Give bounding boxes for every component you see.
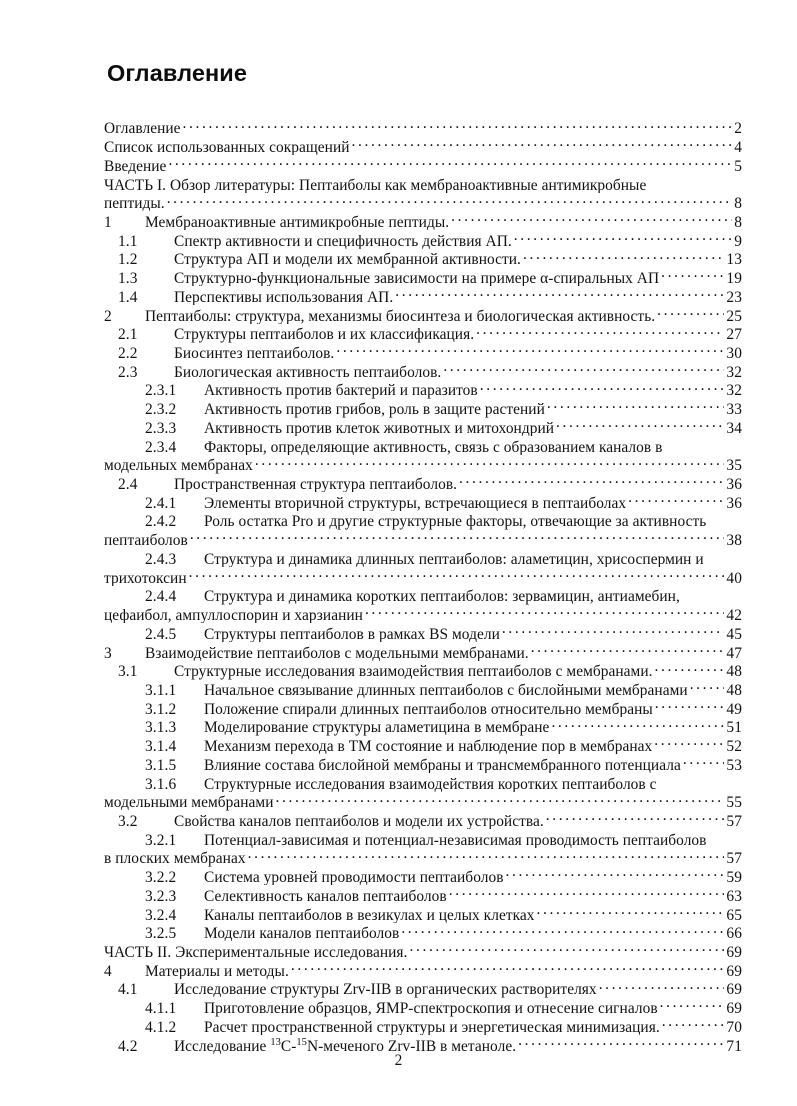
toc-entry-label: Исследование структуры Zrv-IIB в органических растворителях [174, 981, 597, 998]
toc-entry[interactable] [104, 324, 742, 343]
toc-entry[interactable] [104, 230, 742, 249]
toc-dot-leader [547, 399, 725, 414]
toc-page-number: 2 [734, 120, 742, 137]
toc-entry-label: трихотоксин [104, 569, 187, 586]
toc-dot-leader [662, 1017, 725, 1032]
toc-entry-number: 2.4.3 [145, 550, 177, 568]
toc-entry[interactable] [104, 549, 742, 586]
toc-entry-line[interactable] [104, 249, 742, 268]
toc-entry-number: 1.1 [118, 232, 138, 250]
toc-page-number: 35 [726, 457, 742, 474]
toc-entry-number: 4.1.2 [145, 1018, 177, 1036]
toc-entry-label: Расчет пространственной структуры и энергетическая минимизация. [204, 1018, 660, 1036]
toc-entry-label: Структуры пептаиболов в рамках BS модели [204, 625, 500, 643]
toc-entry-label: Перспективы использования АП. [174, 288, 394, 306]
toc-page-number: 57 [726, 850, 742, 867]
toc-dot-leader [352, 137, 733, 152]
toc-entry-label: Положение спирали длинных пептаиболов относительно мембраны [204, 700, 653, 717]
toc-page-number: 40 [726, 569, 742, 586]
toc-entry[interactable] [104, 1017, 742, 1036]
toc-entry-number: 1.3 [118, 270, 138, 287]
toc-dot-leader [168, 155, 732, 170]
toc-entry-label: Структура АП и модели их мембранной активности. [174, 251, 521, 268]
toc-entry-label: Список использованных сокращений [104, 139, 350, 156]
toc-entry[interactable] [104, 642, 742, 661]
toc-entry-label: Биосинтез пептаиболов. [174, 345, 335, 362]
toc-entry-label: Роль остатка Pro и другие структурные факторы, отвечающие за активность [204, 513, 707, 530]
toc-page-number: 8 [734, 213, 742, 231]
toc-dot-leader [480, 380, 725, 395]
toc-entry[interactable] [104, 698, 742, 717]
toc-entry-line[interactable] [104, 418, 742, 437]
toc-entry-label: Факторы, определяющие активность, связь с образованием каналов в [204, 438, 663, 455]
toc-dot-leader [276, 792, 725, 807]
toc-page-number: 69 [726, 1000, 742, 1017]
toc-entry-label: Система уровней проводимости пептаиболов [204, 869, 504, 886]
toc-entry[interactable] [104, 885, 742, 904]
toc-page-number: 9 [734, 232, 742, 250]
toc-entry[interactable] [104, 942, 742, 961]
toc-entry-number: 4.1.1 [145, 1000, 177, 1017]
toc-entry-wrap-line[interactable] [104, 567, 742, 586]
toc-entry-label: Оглавление [104, 120, 181, 137]
toc-entry-line[interactable] [104, 305, 742, 324]
toc-dot-leader [167, 193, 733, 208]
toc-entry[interactable] [104, 736, 742, 755]
toc-page-number: 42 [726, 607, 742, 624]
toc-dot-leader [661, 268, 724, 283]
toc-entry-line[interactable] [104, 361, 742, 380]
toc-dot-leader [664, 436, 732, 451]
toc-entry-number: 3.2 [118, 812, 138, 830]
toc-entry[interactable] [104, 155, 742, 174]
toc-dot-leader [546, 811, 725, 826]
toc-page-number: 4 [734, 139, 742, 156]
toc-page-number: 52 [726, 738, 742, 755]
toc-entry-label: ЧАСТЬ II. Экспериментальные исследования. [104, 944, 408, 961]
toc-entry-label: Структурно-функциональные зависимости на примере α-спиральных АП [174, 270, 660, 287]
toc-dot-leader [502, 623, 725, 638]
page-number-footer: 2 [394, 1052, 403, 1069]
toc-page-number: 71 [726, 1037, 742, 1054]
toc-entry[interactable] [104, 586, 742, 623]
toc-entry-wrap-line[interactable] [104, 848, 742, 867]
toc-entry-label: Активность против грибов, роль в защите растений [204, 401, 545, 418]
toc-entry-number: 2.4 [118, 476, 138, 493]
toc-dot-leader [336, 343, 724, 358]
toc-dot-leader [190, 530, 725, 545]
toc-dot-leader [683, 754, 725, 769]
toc-entry[interactable] [104, 717, 742, 736]
toc-page-number: 8 [734, 195, 742, 212]
toc-entry[interactable] [104, 754, 742, 773]
toc-entry-label: Каналы пептаиболов в везикулах и целых клетках [204, 906, 535, 923]
toc-dot-leader [551, 717, 724, 732]
toc-entry-line[interactable] [104, 230, 742, 249]
toc-dot-leader [189, 567, 725, 582]
toc-entry-line[interactable] [104, 680, 742, 699]
toc-entry[interactable] [104, 268, 742, 287]
toc-dot-leader [255, 455, 725, 470]
toc-entry-line[interactable] [104, 474, 742, 493]
toc-entry-number: 3.1.1 [145, 681, 177, 699]
toc-entry-line[interactable] [104, 137, 742, 156]
toc-dot-leader [709, 829, 733, 844]
toc-dot-leader [706, 549, 733, 564]
toc-page-number: 33 [726, 401, 742, 418]
toc-entry[interactable] [104, 661, 742, 680]
toc-entry-number: 2.4.2 [145, 513, 177, 530]
toc-entry-label: Введение [104, 157, 167, 175]
toc-entry-label: Активность против клеток животных и митохондрий [204, 419, 555, 437]
toc-page-number: 5 [734, 157, 742, 175]
toc-page-number: 69 [726, 944, 742, 961]
toc-entry-line[interactable] [104, 867, 742, 886]
toc-entry-wrap-line[interactable] [104, 792, 742, 811]
toc-entry[interactable] [104, 979, 742, 998]
toc-entry[interactable] [104, 998, 742, 1017]
toc-entry-line[interactable] [104, 642, 742, 661]
toc-entry-label: пептиды. [104, 195, 165, 212]
toc-entry-label: модельными мембранами [104, 794, 274, 811]
toc-entry-number: 3.1.4 [145, 738, 177, 755]
toc-entry-label: Биологическая активность пептаиболов. [174, 363, 442, 381]
toc-entry-line[interactable] [104, 586, 742, 605]
toc-dot-leader [291, 960, 725, 975]
toc-entry-label: Материалы и методы. [145, 962, 289, 980]
toc-entry-line[interactable] [104, 960, 742, 979]
toc-page-number: 13 [726, 251, 742, 268]
toc-entry-label: Моделирование структуры аламетицина в мембране [204, 719, 550, 736]
toc-entry-wrap-line[interactable] [104, 455, 742, 474]
toc-dot-leader [599, 979, 725, 994]
toc-entry-line[interactable] [104, 324, 742, 343]
toc-page-number: 59 [726, 869, 742, 886]
toc-page-number: 36 [726, 476, 742, 493]
toc-entry[interactable] [104, 773, 742, 810]
toc-entry[interactable] [104, 361, 742, 380]
toc-entry-line[interactable] [104, 155, 742, 174]
toc-entry-line[interactable] [104, 118, 742, 137]
toc-entry-line[interactable] [104, 399, 742, 418]
toc-entry-number: 1.4 [118, 288, 138, 306]
toc-entry-label: Свойства каналов пептаиболов и модели их устройства. [174, 812, 544, 830]
toc-entry-label: Структура и динамика длинных пептаиболов: аламетицин, хрисоспермин и [204, 550, 704, 568]
toc-page-number: 30 [726, 345, 742, 362]
toc-entry[interactable] [104, 418, 742, 437]
toc-entry-label: Механизм перехода в ТМ состояние и наблюдение пор в мембранах [204, 738, 653, 755]
toc-entry-wrap-line[interactable] [104, 530, 742, 549]
toc-page-number: 69 [726, 962, 742, 980]
toc-page-number: 70 [726, 1018, 742, 1036]
toc-entry-line[interactable] [104, 549, 742, 568]
toc-entry-number: 4.1 [118, 981, 138, 998]
toc-entry-label: Потенциал-зависимая и потенциал-независимая проводимость пептаиболов [204, 831, 707, 849]
toc-entry[interactable] [104, 474, 742, 493]
toc-entry-line[interactable] [104, 885, 742, 904]
toc-entry[interactable] [104, 829, 742, 866]
toc-entry[interactable] [104, 305, 742, 324]
toc-page-number: 25 [726, 307, 742, 324]
toc-page-number: 34 [726, 419, 742, 437]
toc-entry-number: 2.3.4 [145, 438, 177, 455]
toc-dot-leader [183, 118, 733, 133]
toc-entry-number: 2.4.5 [145, 625, 177, 643]
toc-dot-leader [628, 492, 724, 507]
toc-entry-label: Структурные исследования взаимодействия пептаиболов с мембранами. [174, 663, 653, 680]
toc-entry[interactable] [104, 436, 742, 473]
toc-entry-number: 1.2 [118, 251, 138, 268]
toc-entry-label: в плоских мембранах [104, 850, 246, 867]
toc-page-number: 51 [726, 719, 742, 736]
toc-entry[interactable] [104, 960, 742, 979]
toc-entry-label: Модели каналов пептаиболов [204, 925, 400, 942]
toc-entry[interactable] [104, 399, 742, 418]
toc-entry-label: Влияние состава бислойной мембраны и трансмембранного потенциала [204, 756, 681, 774]
toc-dot-leader [476, 324, 724, 339]
toc-dot-leader [518, 1035, 724, 1050]
toc-dot-leader [409, 942, 724, 957]
toc-page-number: 66 [726, 925, 742, 942]
toc-entry[interactable] [104, 811, 742, 830]
toc-entry-number: 3.1.3 [145, 719, 177, 736]
toc-entry-line[interactable] [104, 436, 742, 455]
toc-page-number: 48 [726, 681, 742, 699]
toc-dot-leader [648, 174, 732, 189]
toc-page-number: 36 [726, 494, 742, 512]
toc-entry-line[interactable] [104, 979, 742, 998]
toc-entry-line[interactable] [104, 829, 742, 848]
toc-dot-leader [395, 286, 724, 301]
toc-dot-leader [660, 998, 725, 1013]
toc-entry-label: Пептаиболы: структура, механизмы биосинтеза и биологическая активность. [145, 307, 656, 324]
toc-entry-label: Пространственная структура пептаиболов. [174, 476, 458, 493]
toc-entry-line[interactable] [104, 212, 742, 231]
toc-entry-line[interactable] [104, 754, 742, 773]
toc-entry[interactable] [104, 137, 742, 156]
toc-dot-leader [506, 867, 725, 882]
toc-entry[interactable] [104, 380, 742, 399]
toc-entry-number: 3.1.6 [145, 775, 177, 792]
toc-entry[interactable] [104, 118, 742, 137]
toc-dot-leader [449, 885, 725, 900]
toc-dot-leader [556, 418, 724, 433]
toc-entry-number: 1 [104, 213, 112, 231]
table-of-contents [104, 118, 742, 1054]
toc-dot-leader [657, 305, 724, 320]
toc-page-number: 27 [726, 326, 742, 343]
toc-dot-leader [401, 923, 724, 938]
toc-entry[interactable] [104, 867, 742, 886]
toc-entry-line[interactable] [104, 380, 742, 399]
toc-dot-leader [443, 361, 724, 376]
toc-entry-line[interactable] [104, 492, 742, 511]
toc-entry[interactable] [104, 904, 742, 923]
toc-dot-leader [682, 586, 732, 601]
toc-entry-label: Взаимодействие пептаиболов с модельными мембранами. [145, 644, 529, 661]
toc-entry-line[interactable] [104, 343, 742, 362]
toc-entry-number: 2.3.2 [145, 401, 177, 418]
toc-page-number: 49 [726, 700, 742, 717]
toc-entry-label: Исследование $^{13}$C-$^{15}$N-меченого Zrv-IIB в метаноле. [174, 1037, 517, 1054]
toc-entry-wrap-line[interactable] [104, 605, 742, 624]
toc-entry-line[interactable] [104, 736, 742, 755]
toc-entry[interactable] [104, 511, 742, 548]
toc-entry-number: 3.2.4 [145, 906, 177, 923]
toc-dot-leader [514, 230, 732, 245]
toc-page-number: 19 [726, 270, 742, 287]
toc-dot-leader [531, 642, 725, 657]
toc-dot-leader [248, 848, 725, 863]
toc-entry-label: Селективность каналов пептаиболов [204, 887, 447, 905]
toc-page-number: 32 [726, 382, 742, 399]
toc-entry[interactable] [104, 492, 742, 511]
toc-dot-leader [459, 474, 724, 489]
toc-entry-number: 2.2 [118, 345, 138, 362]
toc-entry[interactable] [104, 623, 742, 642]
toc-entry[interactable] [104, 286, 742, 305]
toc-dot-leader [655, 698, 725, 713]
page-title: Оглавление [107, 60, 248, 86]
toc-entry-line[interactable] [104, 942, 742, 961]
toc-entry-number: 3.1.5 [145, 756, 177, 774]
toc-entry-number: 2 [104, 307, 112, 324]
toc-entry-line[interactable] [104, 904, 742, 923]
toc-dot-leader [537, 904, 725, 919]
toc-page-number: 53 [726, 756, 742, 774]
toc-entry-line[interactable] [104, 998, 742, 1017]
toc-entry-label: Структуры пептаиболов и их классификация. [174, 326, 475, 343]
toc-entry-line[interactable] [104, 286, 742, 305]
toc-entry-line[interactable] [104, 623, 742, 642]
toc-entry-label: Структура и динамика коротких пептаиболов: зервамицин, антиамебин, [204, 588, 680, 605]
toc-entry-label: ЧАСТЬ I. Обзор литературы: Пептаиболы как мембраноактивные антимикробные [104, 176, 647, 193]
toc-entry-number: 4 [104, 962, 112, 980]
toc-dot-leader [365, 605, 724, 620]
toc-entry-number: 2.3.1 [145, 382, 177, 399]
toc-page-number: 65 [726, 906, 742, 923]
toc-page-number: 55 [726, 794, 742, 811]
toc-entry[interactable] [104, 174, 742, 211]
toc-page-number: 63 [726, 887, 742, 905]
toc-dot-leader [690, 680, 725, 695]
toc-entry-number: 3.2.1 [145, 831, 177, 849]
toc-page-number: 38 [726, 532, 742, 549]
toc-entry-number: 3.1.2 [145, 700, 177, 717]
toc-dot-leader [654, 736, 724, 751]
toc-page-number: 32 [726, 363, 742, 381]
toc-entry-label: цефаибол, ампуллоспорин и харзианин [104, 607, 363, 624]
toc-page-number: 69 [726, 981, 742, 998]
toc-entry-number: 3.1 [118, 663, 138, 680]
toc-entry-number: 2.4.4 [145, 588, 177, 605]
toc-entry-number: 3 [104, 644, 112, 661]
toc-page-number: 45 [726, 625, 742, 643]
toc-entry-number: 3.2.5 [145, 925, 177, 942]
toc-entry-number: 2.4.1 [145, 494, 177, 512]
toc-entry-line[interactable] [104, 174, 742, 193]
toc-entry-line[interactable] [104, 268, 742, 287]
toc-entry-number: 3.2.2 [145, 869, 177, 886]
toc-entry-number: 4.2 [118, 1037, 138, 1054]
toc-entry[interactable] [104, 212, 742, 231]
toc-dot-leader [451, 212, 732, 227]
toc-entry-label: Начальное связывание длинных пептаиболов с бислойными мембранами [204, 681, 688, 699]
toc-entry-line[interactable] [104, 717, 742, 736]
toc-dot-leader [523, 249, 724, 264]
toc-page-number: 57 [726, 812, 742, 830]
toc-page-number: 48 [726, 663, 742, 680]
toc-entry-number: 3.2.3 [145, 887, 177, 905]
toc-page-number: 47 [726, 644, 742, 661]
toc-entry-line[interactable] [104, 773, 742, 792]
toc-entry-label: Мембраноактивные антимикробные пептиды. [145, 213, 450, 231]
toc-dot-leader [655, 661, 725, 676]
toc-entry-label: Активность против бактерий и паразитов [204, 382, 478, 399]
toc-entry-line[interactable] [104, 511, 742, 530]
toc-entry-line[interactable] [104, 1017, 742, 1036]
toc-entry[interactable] [104, 923, 742, 942]
toc-entry-line[interactable] [104, 698, 742, 717]
toc-entry-label: Спектр активности и специфичность действия АП. [174, 232, 512, 250]
toc-page-number: 23 [726, 288, 742, 306]
toc-entry-label: модельных мембранах [104, 457, 253, 474]
toc-entry-wrap-line[interactable] [104, 193, 742, 212]
toc-entry-line[interactable] [104, 923, 742, 942]
toc-entry[interactable] [104, 680, 742, 699]
toc-entry[interactable] [104, 343, 742, 362]
toc-entry-label: Элементы вторичной структуры, встречающиеся в пептаиболах [204, 494, 627, 512]
toc-entry-label: Структурные исследования взаимодействия коротких пептаиболов с [204, 775, 657, 792]
toc-entry-number: 2.3 [118, 363, 138, 381]
toc-entry-label: пептаиболов [104, 532, 188, 549]
toc-entry-label: Приготовление образцов, ЯМР-спектроскопия и отнесение сигналов [204, 1000, 658, 1017]
toc-dot-leader [708, 511, 732, 526]
toc-entry-line[interactable] [104, 661, 742, 680]
toc-dot-leader [659, 773, 733, 788]
toc-entry[interactable] [104, 249, 742, 268]
toc-entry-line[interactable] [104, 811, 742, 830]
toc-entry-number: 2.3.3 [145, 419, 177, 437]
toc-entry-number: 2.1 [118, 326, 138, 343]
